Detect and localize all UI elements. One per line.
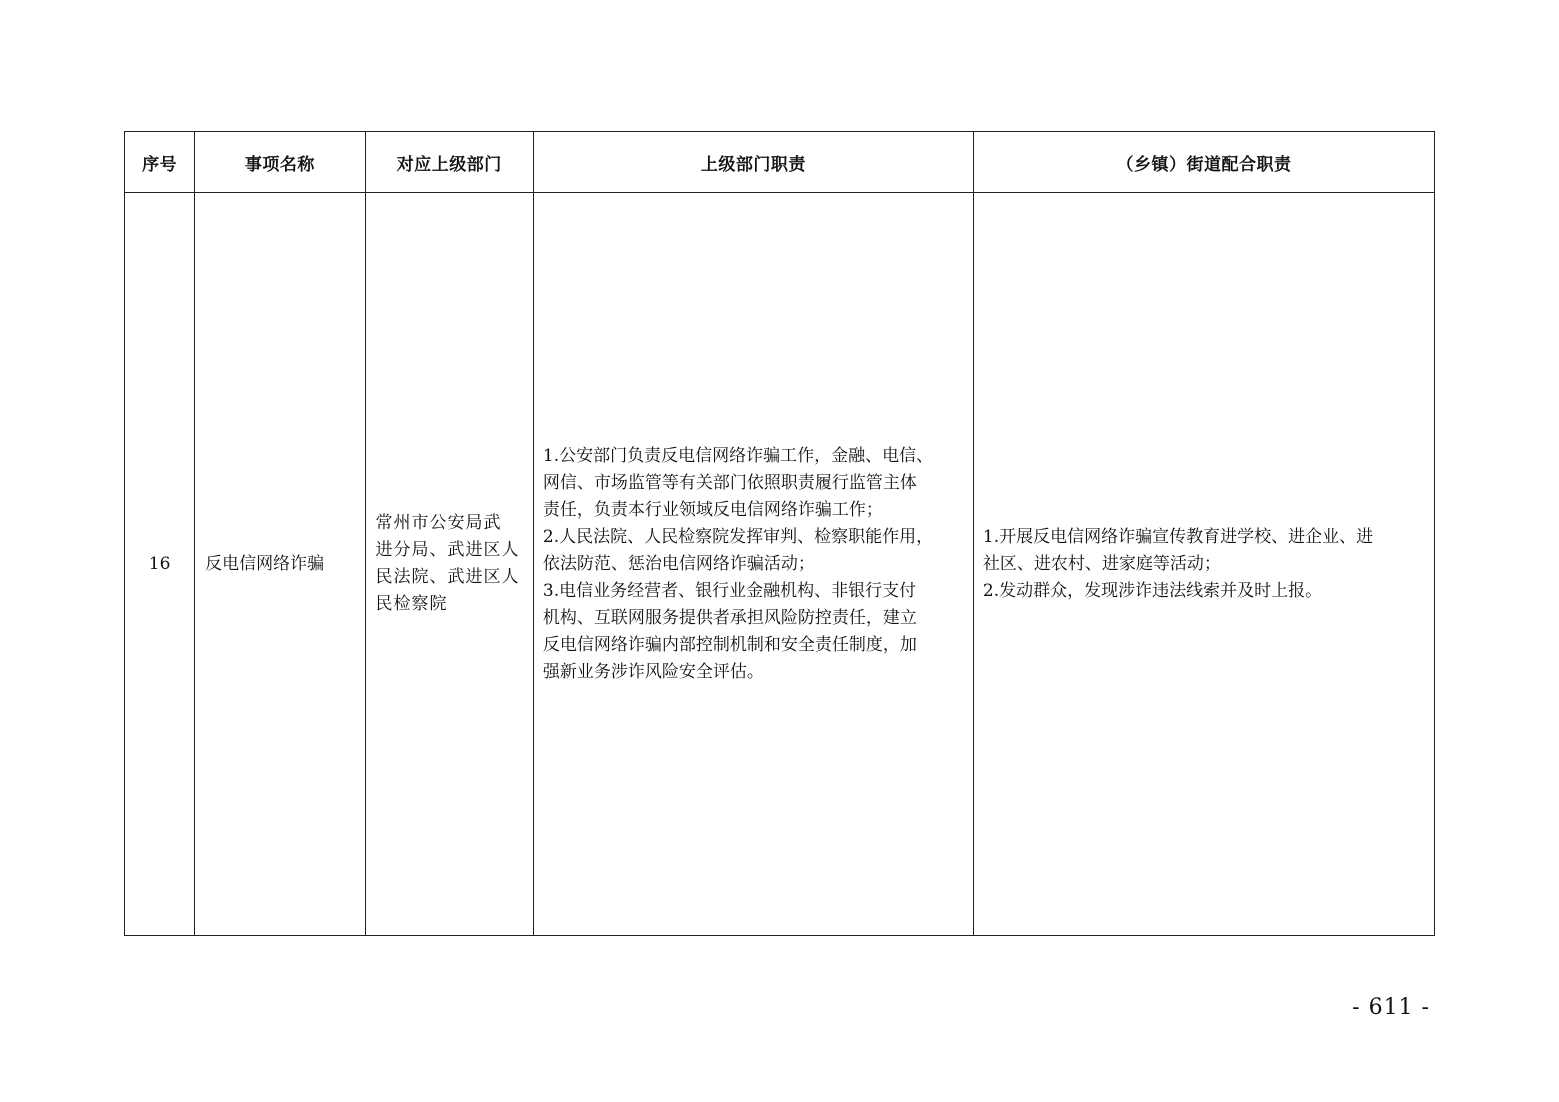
table-header-row <box>125 132 1435 193</box>
header-superior-dept: 对应上级部门 <box>365 132 533 193</box>
cell-superior-duty <box>533 193 973 936</box>
coop-line: 社区、进农村、进家庭等活动； <box>982 553 1221 574</box>
duty-line: 强新业务涉诈风险安全评估。 <box>542 661 764 682</box>
table-row <box>125 193 1435 936</box>
duty-line: 机构、互联网服务提供者承担风险防控责任，建立 <box>542 607 917 628</box>
duty-line: 依法防范、惩治电信网络诈骗活动； <box>542 553 815 574</box>
cell-seq: 16 <box>125 193 195 936</box>
coop-line: 2.发动群众，发现涉诈违法线索并及时上报。 <box>982 580 1323 601</box>
header-superior-duty: 上级部门职责 <box>533 132 973 193</box>
duty-line: 反电信网络诈骗内部控制机制和安全责任制度，加 <box>542 634 917 655</box>
cell-item-name: 反电信网络诈骗 <box>195 193 365 936</box>
duty-line: 责任，负责本行业领域反电信网络诈骗工作； <box>542 499 883 520</box>
cell-superior-dept <box>365 193 533 936</box>
duty-line: 1.公安部门负责反电信网络诈骗工作，金融、电信、 <box>542 445 934 466</box>
dept-line: 民法院、武进区人 <box>375 567 520 587</box>
dept-line: 进分局、武进区人 <box>375 540 520 560</box>
duty-line: 2.人民法院、人民检察院发挥审判、检察职能作用， <box>542 526 934 547</box>
coop-line: 1.开展反电信网络诈骗宣传教育进学校、进企业、进 <box>982 526 1374 547</box>
dept-line: 常州市公安局武 <box>375 513 502 533</box>
dept-line: 民检察院 <box>375 594 448 614</box>
header-seq: 序号 <box>125 132 195 193</box>
responsibility-table <box>124 131 1435 936</box>
duty-line: 网信、市场监管等有关部门依照职责履行监管主体 <box>542 472 917 493</box>
page-number: - 611 - <box>1352 995 1430 1020</box>
header-item-name: 事项名称 <box>195 132 365 193</box>
header-street-duty: （乡镇）街道配合职责 <box>973 132 1434 193</box>
cell-street-duty <box>973 193 1434 936</box>
duty-line: 3.电信业务经营者、银行业金融机构、非银行支付 <box>542 580 917 601</box>
